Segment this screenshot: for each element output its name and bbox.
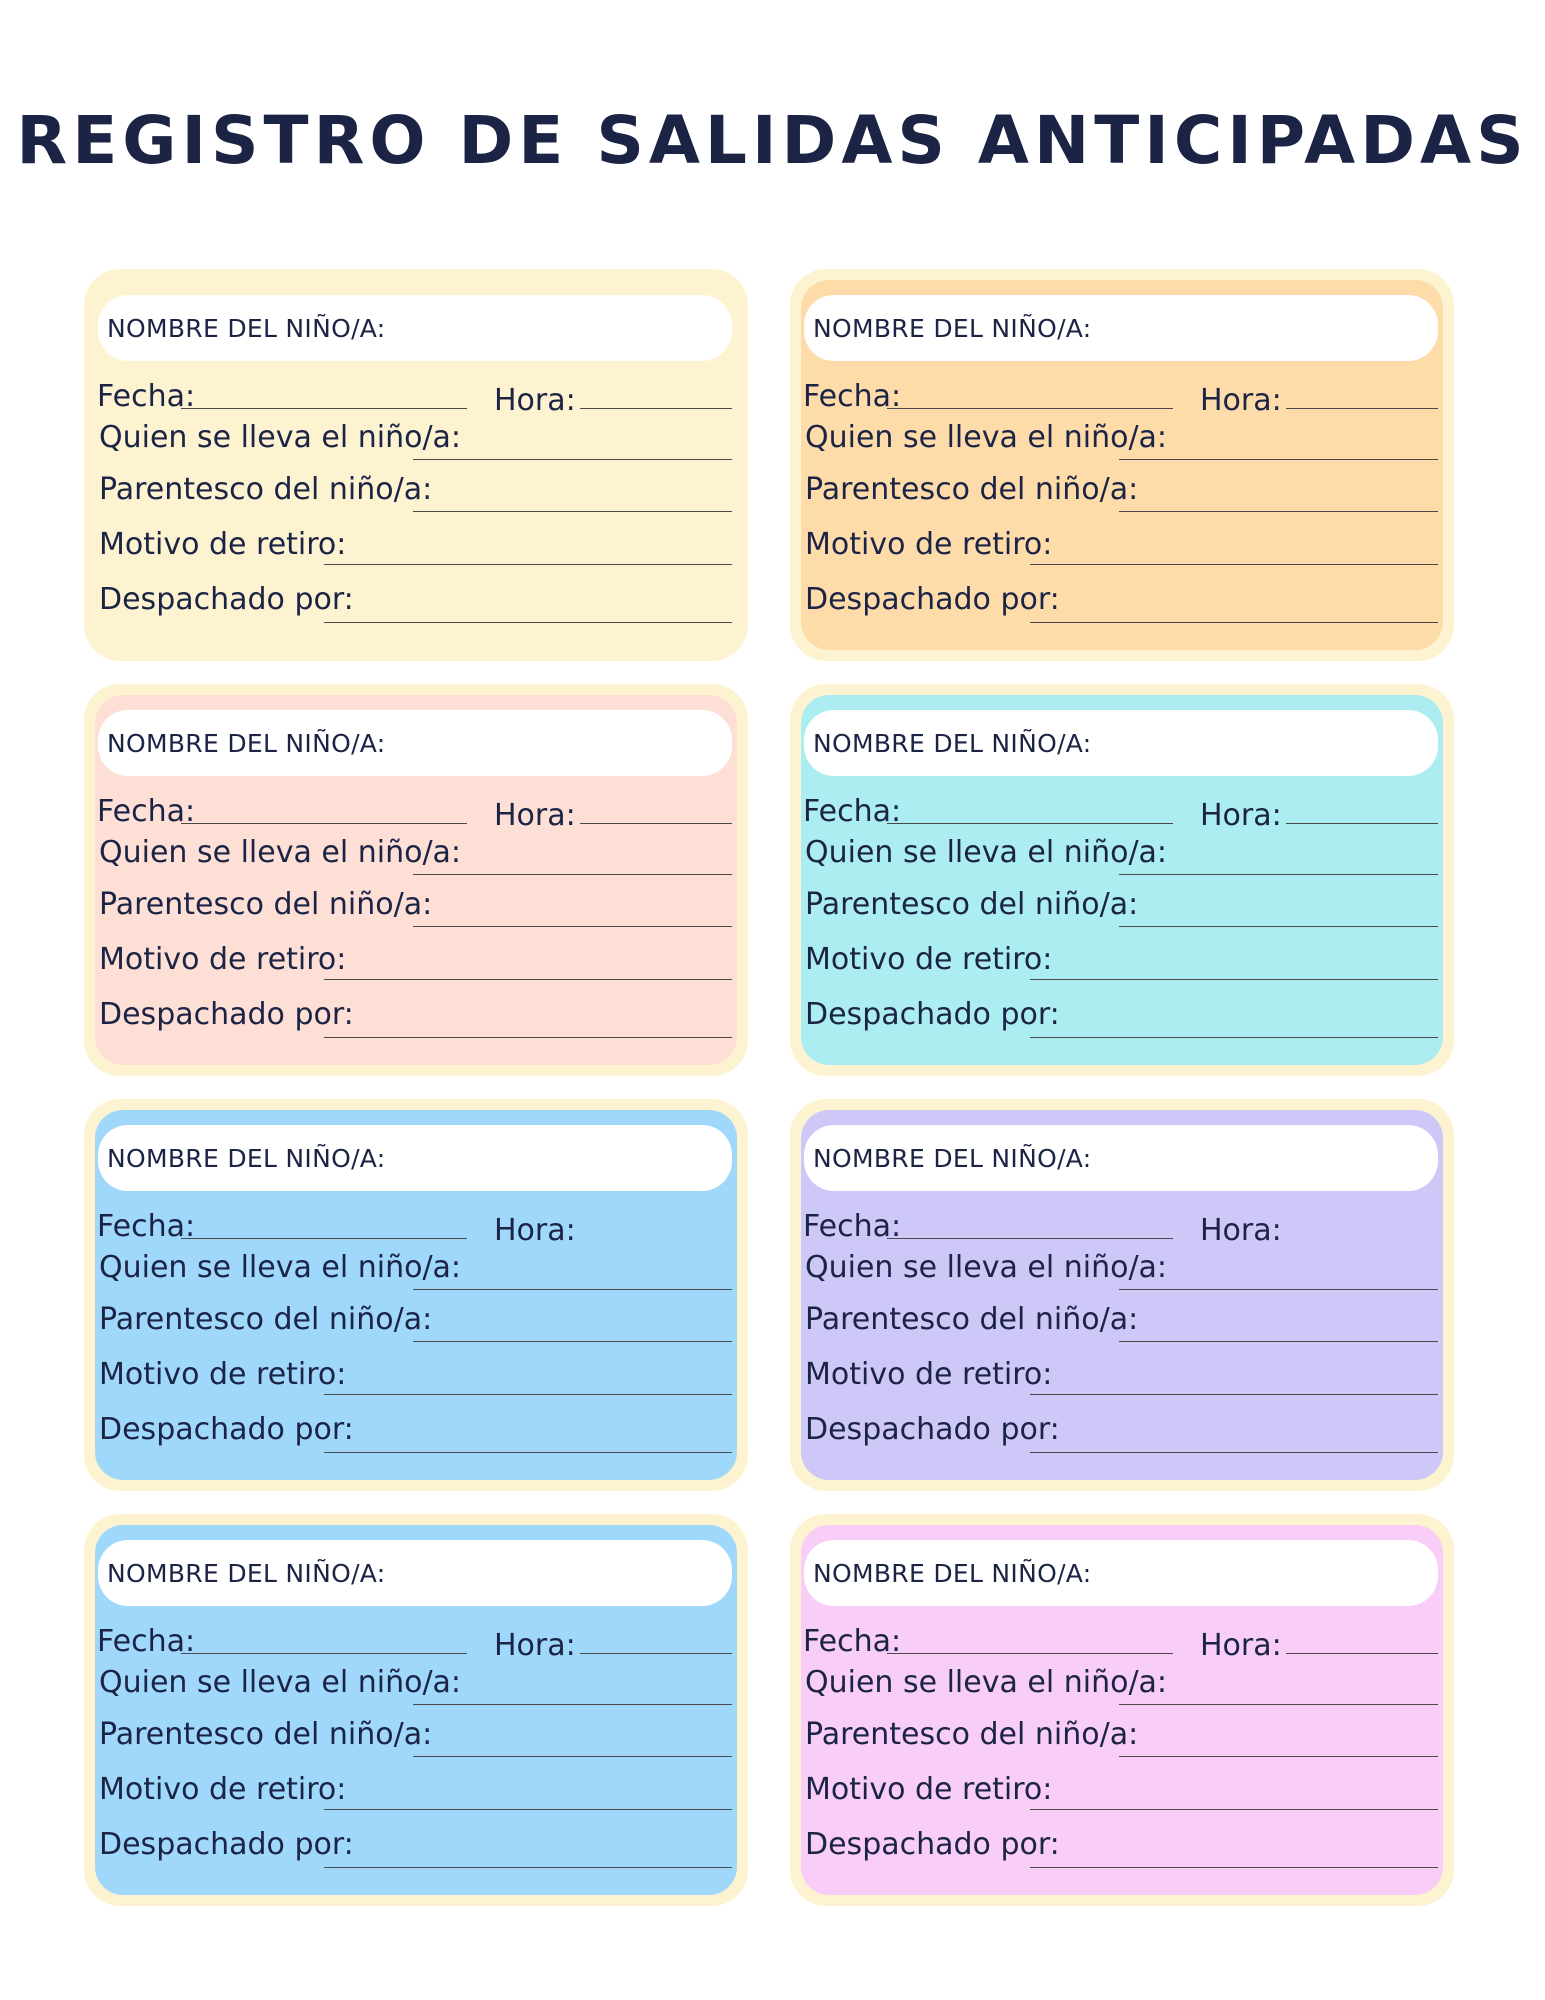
despachado-label: Despachado por:	[805, 582, 1060, 617]
motivo-label: Motivo de retiro:	[99, 942, 347, 977]
card-body	[801, 695, 1443, 1065]
quien-line[interactable]	[1119, 1704, 1438, 1705]
parentesco-label: Parentesco del niño/a:	[805, 887, 1139, 922]
quien-line[interactable]	[1119, 874, 1438, 875]
hora-label: Hora:	[494, 1628, 576, 1663]
early-departure-card-1	[84, 269, 748, 661]
fecha-line[interactable]	[181, 1653, 467, 1654]
child-name-label: NOMBRE DEL NIÑO/A:	[813, 313, 1092, 343]
despachado-line[interactable]	[1030, 622, 1438, 623]
fecha-label: Fecha:	[803, 794, 902, 829]
parentesco-line[interactable]	[413, 1756, 732, 1757]
hora-line[interactable]	[580, 823, 732, 824]
hora-label: Hora:	[1200, 798, 1282, 833]
hora-label: Hora:	[1200, 1213, 1282, 1248]
motivo-line[interactable]	[1030, 1394, 1438, 1395]
fecha-label: Fecha:	[97, 1209, 196, 1244]
motivo-label: Motivo de retiro:	[99, 1357, 347, 1392]
parentesco-line[interactable]	[1119, 511, 1438, 512]
card-body	[801, 1110, 1443, 1480]
motivo-line[interactable]	[324, 1394, 732, 1395]
card-body	[801, 280, 1443, 650]
parentesco-label: Parentesco del niño/a:	[805, 1302, 1139, 1337]
parentesco-label: Parentesco del niño/a:	[99, 472, 433, 507]
quien-label: Quien se lleva el niño/a:	[805, 835, 1168, 870]
despachado-line[interactable]	[324, 1037, 732, 1038]
motivo-label: Motivo de retiro:	[99, 1772, 347, 1807]
quien-line[interactable]	[413, 1289, 732, 1290]
despachado-label: Despachado por:	[805, 1827, 1060, 1862]
motivo-line[interactable]	[324, 1809, 732, 1810]
child-name-field[interactable]	[98, 295, 732, 361]
parentesco-line[interactable]	[413, 1341, 732, 1342]
child-name-field[interactable]	[804, 710, 1438, 776]
hora-line[interactable]	[580, 408, 732, 409]
quien-line[interactable]	[413, 1704, 732, 1705]
fecha-label: Fecha:	[97, 379, 196, 414]
hora-line[interactable]	[580, 1653, 732, 1654]
despachado-label: Despachado por:	[99, 1827, 354, 1862]
despachado-label: Despachado por:	[99, 1412, 354, 1447]
motivo-line[interactable]	[324, 979, 732, 980]
child-name-field[interactable]	[804, 295, 1438, 361]
parentesco-label: Parentesco del niño/a:	[99, 1302, 433, 1337]
motivo-label: Motivo de retiro:	[805, 527, 1053, 562]
card-body	[95, 280, 737, 650]
early-departure-card-8	[790, 1514, 1454, 1906]
quien-label: Quien se lleva el niño/a:	[99, 1665, 462, 1700]
motivo-label: Motivo de retiro:	[805, 1772, 1053, 1807]
early-departure-card-5	[84, 1099, 748, 1491]
quien-line[interactable]	[413, 459, 732, 460]
fecha-label: Fecha:	[97, 794, 196, 829]
parentesco-label: Parentesco del niño/a:	[805, 1717, 1139, 1752]
early-departure-card-4	[790, 684, 1454, 1076]
quien-line[interactable]	[413, 874, 732, 875]
fecha-label: Fecha:	[97, 1624, 196, 1659]
early-departure-card-7	[84, 1514, 748, 1906]
despachado-label: Despachado por:	[805, 1412, 1060, 1447]
fecha-line[interactable]	[181, 1238, 467, 1239]
fecha-label: Fecha:	[803, 1624, 902, 1659]
parentesco-line[interactable]	[1119, 1756, 1438, 1757]
parentesco-line[interactable]	[1119, 1341, 1438, 1342]
quien-label: Quien se lleva el niño/a:	[99, 1250, 462, 1285]
parentesco-label: Parentesco del niño/a:	[99, 887, 433, 922]
parentesco-line[interactable]	[413, 511, 732, 512]
parentesco-line[interactable]	[413, 926, 732, 927]
quien-line[interactable]	[1119, 1289, 1438, 1290]
quien-label: Quien se lleva el niño/a:	[99, 420, 462, 455]
quien-label: Quien se lleva el niño/a:	[805, 1665, 1168, 1700]
despachado-line[interactable]	[1030, 1037, 1438, 1038]
card-body	[801, 1525, 1443, 1895]
child-name-label: NOMBRE DEL NIÑO/A:	[813, 1558, 1092, 1588]
motivo-label: Motivo de retiro:	[805, 1357, 1053, 1392]
early-departure-card-6	[790, 1099, 1454, 1491]
despachado-label: Despachado por:	[99, 582, 354, 617]
fecha-label: Fecha:	[803, 1209, 902, 1244]
fecha-line[interactable]	[181, 408, 467, 409]
fecha-line[interactable]	[887, 408, 1173, 409]
fecha-line[interactable]	[181, 823, 467, 824]
despachado-line[interactable]	[1030, 1867, 1438, 1868]
fecha-line[interactable]	[887, 1238, 1173, 1239]
child-name-label: NOMBRE DEL NIÑO/A:	[813, 1143, 1092, 1173]
hora-label: Hora:	[1200, 1628, 1282, 1663]
child-name-field[interactable]	[98, 1125, 732, 1191]
despachado-line[interactable]	[324, 622, 732, 623]
page-title: REGISTRO DE SALIDAS ANTICIPADAS	[16, 102, 1529, 179]
hora-label: Hora:	[494, 798, 576, 833]
fecha-line[interactable]	[887, 1653, 1173, 1654]
despachado-line[interactable]	[324, 1867, 732, 1868]
hora-label: Hora:	[494, 1213, 576, 1248]
hora-label: Hora:	[1200, 383, 1282, 418]
child-name-label: NOMBRE DEL NIÑO/A:	[107, 728, 386, 758]
hora-label: Hora:	[494, 383, 576, 418]
hora-line[interactable]	[1286, 823, 1438, 824]
parentesco-line[interactable]	[1119, 926, 1438, 927]
child-name-field[interactable]	[98, 710, 732, 776]
child-name-field[interactable]	[98, 1540, 732, 1606]
parentesco-label: Parentesco del niño/a:	[99, 1717, 433, 1752]
quien-label: Quien se lleva el niño/a:	[99, 835, 462, 870]
child-name-field[interactable]	[804, 1125, 1438, 1191]
quien-label: Quien se lleva el niño/a:	[805, 420, 1168, 455]
child-name-label: NOMBRE DEL NIÑO/A:	[107, 1558, 386, 1588]
motivo-line[interactable]	[324, 564, 732, 565]
hora-line[interactable]	[1286, 1653, 1438, 1654]
despachado-label: Despachado por:	[99, 997, 354, 1032]
despachado-label: Despachado por:	[805, 997, 1060, 1032]
quien-label: Quien se lleva el niño/a:	[805, 1250, 1168, 1285]
hora-line[interactable]	[1286, 408, 1438, 409]
despachado-line[interactable]	[1030, 1452, 1438, 1453]
motivo-label: Motivo de retiro:	[805, 942, 1053, 977]
card-body	[95, 695, 737, 1065]
motivo-line[interactable]	[1030, 979, 1438, 980]
child-name-label: NOMBRE DEL NIÑO/A:	[813, 728, 1092, 758]
early-departure-card-3	[84, 684, 748, 1076]
despachado-line[interactable]	[324, 1452, 732, 1453]
early-departure-card-2	[790, 269, 1454, 661]
motivo-label: Motivo de retiro:	[99, 527, 347, 562]
motivo-line[interactable]	[1030, 1809, 1438, 1810]
quien-line[interactable]	[1119, 459, 1438, 460]
fecha-label: Fecha:	[803, 379, 902, 414]
fecha-line[interactable]	[887, 823, 1173, 824]
parentesco-label: Parentesco del niño/a:	[805, 472, 1139, 507]
child-name-field[interactable]	[804, 1540, 1438, 1606]
card-body	[95, 1110, 737, 1480]
motivo-line[interactable]	[1030, 564, 1438, 565]
card-body	[95, 1525, 737, 1895]
child-name-label: NOMBRE DEL NIÑO/A:	[107, 313, 386, 343]
child-name-label: NOMBRE DEL NIÑO/A:	[107, 1143, 386, 1173]
